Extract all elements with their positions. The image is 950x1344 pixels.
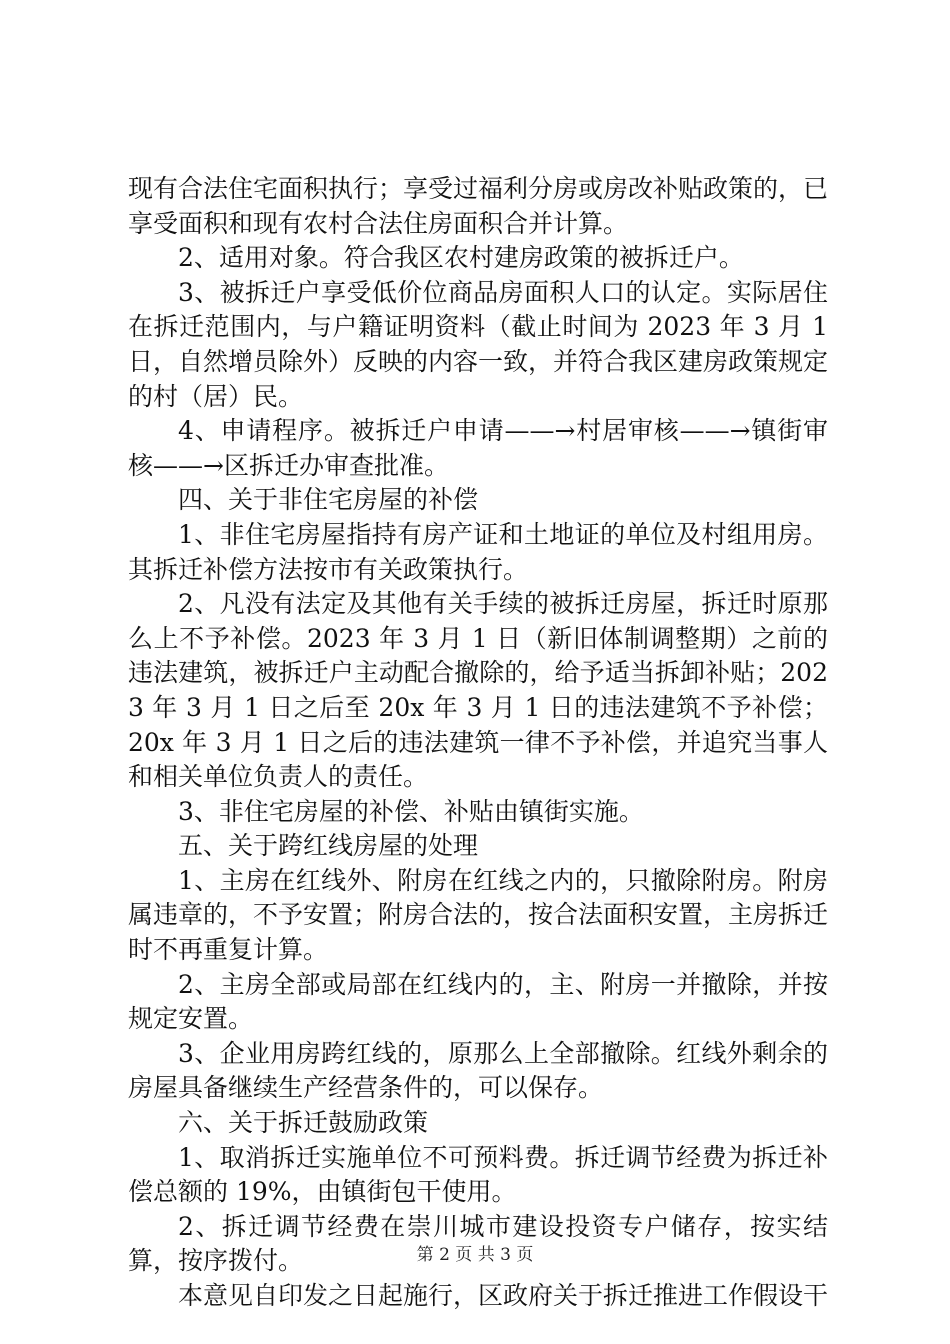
paragraph-10: 1、主房在红线外、附房在红线之内的，只撤除附房。附房属违章的，不予安置；附房合法的，按合法面积安置，主房拆迁时不再重复计算。 [128, 865, 829, 965]
paragraph-14: 1、取消拆迁实施单位不可预料费。拆迁调节经费为拆迁补偿总额的 19%，由镇街包干使用。 [128, 1142, 828, 1207]
page-footer: 第 2 页 共 3 页 [416, 1245, 534, 1265]
section-heading-4: 四、关于非住宅房屋的补偿 [178, 485, 479, 515]
paragraph-3: 3、被拆迁户享受低价位商品房面积人口的认定。实际居住在拆迁范围内，与户籍证明资料（截止时间为 2023 年 3 月 1 日，自然增员除外）反映的内容一致，并符合我区建房政策规定的村（居）民。 [128, 277, 829, 411]
paragraph-8: 3、非住宅房屋的补偿、补贴由镇街实施。 [178, 796, 644, 826]
paragraph-11: 2、主房全部或局部在红线内的，主、附房一并撤除，并按规定安置。 [128, 969, 828, 1034]
paragraph-16: 本意见自印发之日起施行，区政府关于拆迁推进工作假设干 [178, 1281, 829, 1310]
paragraph-7: 2、凡没有法定及其他有关手续的被拆迁房屋，拆迁时原那么上不予补偿。2023 年 3 月 1 日（新旧体制调整期）之前的违法建筑，被拆迁户主动配合撤除的，给予适当拆卸补贴；2023 年 3 月 1 日之后至 20x 年 3 月 1 日的违法建筑不予补偿；20x 年 3 月 1 日之后的违法建筑一律不予补偿，并追究当事人和相关单位负责人的责任。 [128, 589, 828, 792]
section-heading-6: 六、关于拆迁鼓励政策 [178, 1108, 429, 1138]
section-heading-5: 五、关于跨红线房屋的处理 [178, 831, 479, 861]
paragraph-2: 2、适用对象。符合我区农村建房政策的被拆迁户。 [178, 243, 744, 273]
paragraph-1: 现有合法住宅面积执行；享受过福利分房或房改补贴政策的，已享受面积和现有农村合法住房面积合并计算。 [128, 174, 829, 238]
paragraph-6: 1、非住宅房屋指持有房产证和土地证的单位及村组用房。其拆迁补偿方法按市有关政策执行。 [128, 519, 828, 584]
paragraph-15: 2、拆迁调节经费在崇川城市建设投资专户储存，按实结算，按序拨付。 [128, 1211, 828, 1276]
paragraph-12: 3、企业用房跨红线的，原那么上全部撤除。红线外剩余的房屋具备继续生产经营条件的，可以保存。 [128, 1038, 828, 1103]
document-body [128, 172, 828, 1314]
paragraph-4: 4、申请程序。被拆迁户申请——→村居审核——→镇街审核——→区拆迁办审查批准。 [128, 416, 828, 480]
